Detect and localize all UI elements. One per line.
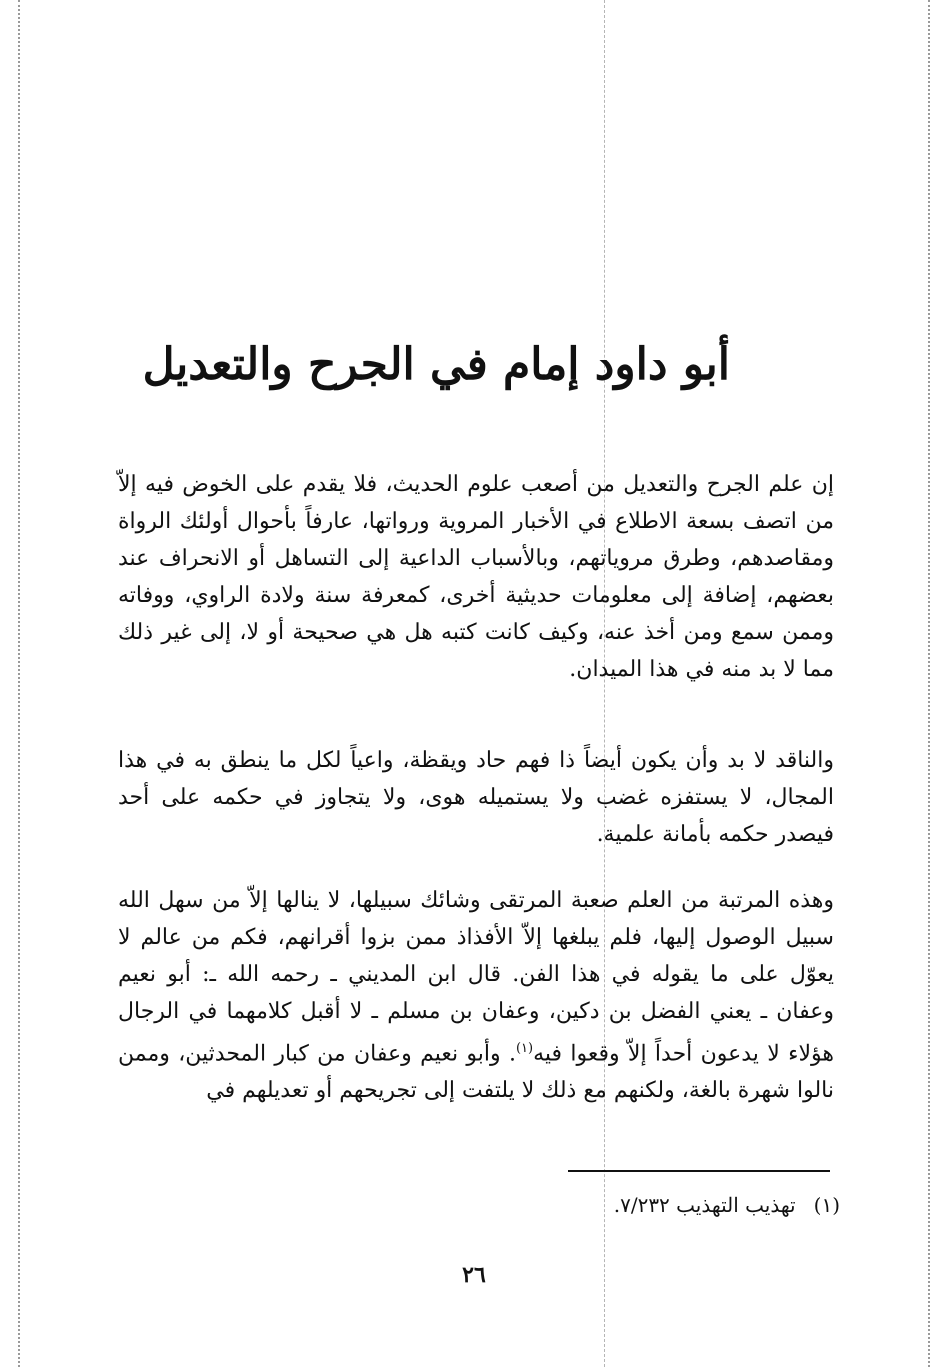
paragraph-2: والناقد لا بد وأن يكون أيضاً ذا فهم حاد ويقظة، واعياً لكل ما ينطق به في هذا المجال، لا يستفزه غضب ولا يستميله هوى، ولا يتجاوز في حكمه على أحد فيصدر حكمه بأمانة علمية. — [118, 748, 834, 847]
footnote-reference: (١) — [515, 1041, 534, 1056]
footnote-separator — [568, 1170, 830, 1172]
paragraph-3-tail: . وأبو نعيم وعفان من كبار المحدثين، وممن نالوا شهرة بالغة، ولكنهم مع ذلك لا يلتفت إلى تجريحهم أو تعديلهم في — [118, 1041, 834, 1104]
footnote — [420, 1190, 840, 1220]
paragraph-3-text: وهذه المرتبة من العلم صعبة المرتقى وشائك سبيلها، لا ينالها إلاّ من سهل الله سبيل الوصول إليها، فلم يبلغها إلاّ الأفذاذ ممن بزوا أقرانهم، فكم من عالم لا يعوّل على ما يقوله في هذا الفن. قال ابن المديني ـ رحمه الله ـ: أبو نعيم وعفان ـ يعني الفضل بن دكين، وعفان بن مسلم ـ لا أقبل كلامهما في الرجال هؤلاء لا يدعون أحداً إلاّ وقعوا فيه — [118, 888, 834, 1067]
footnote-number: (١) — [813, 1193, 840, 1217]
scan-edge-right — [928, 0, 930, 1367]
footnote-text: تهذيب التهذيب ٧/٢٣٢. — [613, 1193, 796, 1217]
chapter-title: أبو داود إمام في الجرح والتعديل — [142, 339, 730, 390]
page-number: ٢٦ — [462, 1262, 486, 1288]
scan-edge-left — [18, 0, 20, 1367]
paragraph-3 — [118, 882, 834, 1109]
paragraph-1: إن علم الجرح والتعديل من أصعب علوم الحديث، فلا يقدم على الخوض فيه إلاّ من اتصف بسعة الاطلاع في الأخبار المروية ورواتها، عارفاً بأحوال أولئك الرواة ومقاصدهم، وطرق مروياتهم، وبالأسباب الداعية إلى التساهل أو الانحراف عند بعضهم، إضافة إلى معلومات حديثية أخرى، كمعرفة سنة ولادة الراوي، ووفاته وممن سمع ومن أخذ عنه، وكيف كانت كتبه هل هي صحيحة أو لا، إلى غير ذلك مما لا بد منه في هذا الميدان. — [118, 472, 834, 682]
